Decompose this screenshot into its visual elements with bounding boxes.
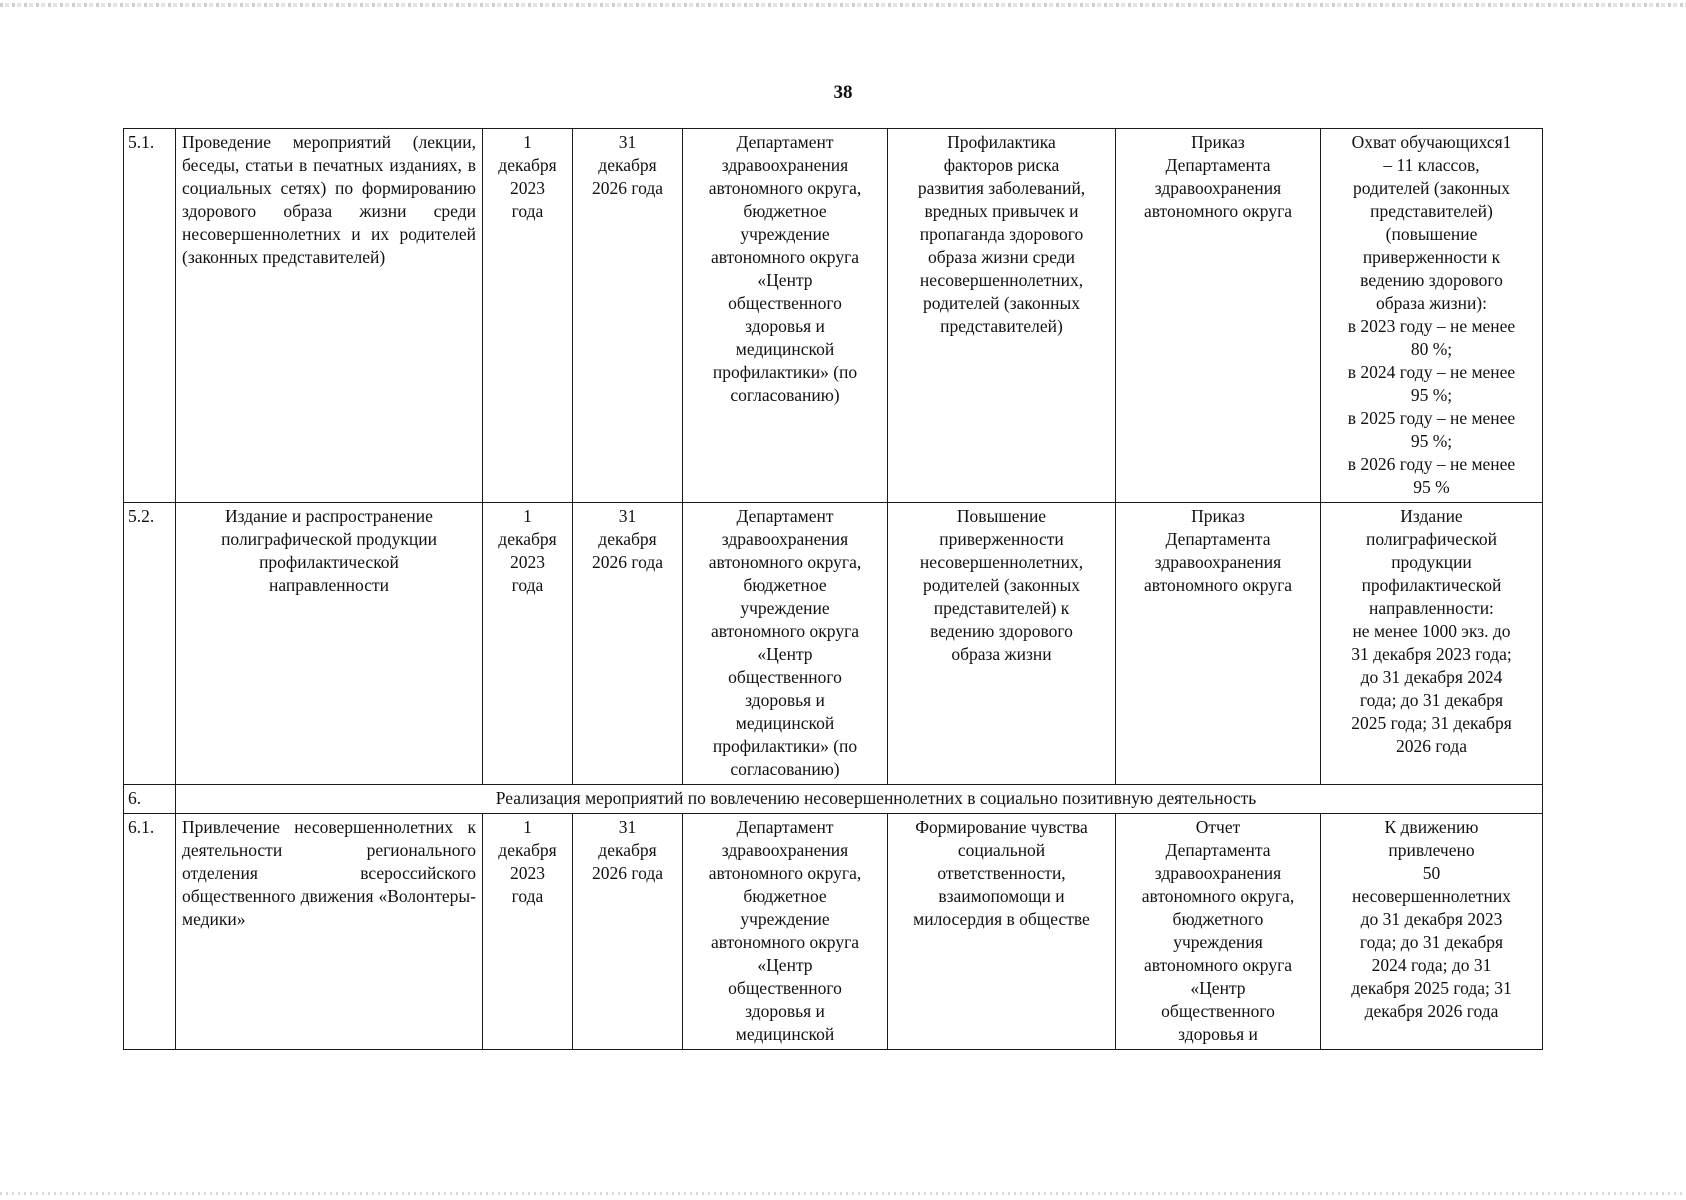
goal-cell: Формирование чувства социальной ответственности, взаимопомощи и милосердия в обществе — [888, 814, 1116, 1050]
activity-cell: Издание и распространение полиграфической продукции профилактической направленности — [176, 503, 483, 785]
responsible-cell: Департамент здравоохранения автономного округа, бюджетное учреждение автономного округа «Центр общественного здоровья и медицинской профилактики» (по согласованию) — [683, 129, 888, 503]
end-date-cell: 31 декабря 2026 года — [573, 814, 683, 1050]
goal-cell: Профилактика факторов риска развития заболеваний, вредных привычек и пропаганда здорового образа жизни среди несовершеннолетних, родителей (законных представителей) — [888, 129, 1116, 503]
result-cell: К движению привлечено 50 несовершеннолетних до 31 декабря 2023 года; до 31 декабря 2024 года; до 31 декабря 2025 года; 31 декабря 2026 года — [1321, 814, 1543, 1050]
start-date-cell: 1 декабря 2023 года — [483, 129, 573, 503]
table-row — [124, 129, 1543, 503]
section-number: 6. — [124, 785, 176, 814]
start-date-cell: 1 декабря 2023 года — [483, 503, 573, 785]
document-cell: Отчет Департамента здравоохранения автономного округа, бюджетного учреждения автономного округа «Центр общественного здоровья и — [1116, 814, 1321, 1050]
table-row — [124, 503, 1543, 785]
responsible-cell: Департамент здравоохранения автономного округа, бюджетное учреждение автономного округа «Центр общественного здоровья и медицинской — [683, 814, 888, 1050]
end-date-cell: 31 декабря 2026 года — [573, 129, 683, 503]
responsible-cell: Департамент здравоохранения автономного округа, бюджетное учреждение автономного округа «Центр общественного здоровья и медицинской профилактики» (по согласованию) — [683, 503, 888, 785]
row-number: 6.1. — [124, 814, 176, 1050]
activity-cell: Привлечение несовершеннолетних к деятельности регионального отделения всероссийского общественного движения «Волонтеры-медики» — [176, 814, 483, 1050]
table-row — [124, 814, 1543, 1050]
measures-table — [123, 128, 1543, 1050]
result-cell: Охват обучающихся1 – 11 классов, родителей (законных представителей) (повышение приверженности к ведению здорового образа жизни): в 2023 году – не менее 80 %; в 2024 году – не менее 95 %; в 2025 году – не менее 95 %; в 2026 году – не менее 95 % — [1321, 129, 1543, 503]
start-date-cell: 1 декабря 2023 года — [483, 814, 573, 1050]
row-number: 5.2. — [124, 503, 176, 785]
scan-edge-bottom — [0, 1192, 1686, 1195]
row-number: 5.1. — [124, 129, 176, 503]
section-header-row — [124, 785, 1543, 814]
activity-cell: Проведение мероприятий (лекции, беседы, статьи в печатных изданиях, в социальных сетях) по формированию здорового образа жизни среди несовершеннолетних и их родителей (законных представителей) — [176, 129, 483, 503]
page-number: 38 — [833, 82, 853, 103]
document-cell: Приказ Департамента здравоохранения автономного округа — [1116, 129, 1321, 503]
document-cell: Приказ Департамента здравоохранения автономного округа — [1116, 503, 1321, 785]
section-title: Реализация мероприятий по вовлечению несовершеннолетних в социально позитивную деятельность — [176, 785, 1543, 814]
goal-cell: Повышение приверженности несовершеннолетних, родителей (законных представителей) к ведению здорового образа жизни — [888, 503, 1116, 785]
end-date-cell: 31 декабря 2026 года — [573, 503, 683, 785]
result-cell: Издание полиграфической продукции профилактической направленности: не менее 1000 экз. до 31 декабря 2023 года; до 31 декабря 2024 года; до 31 декабря 2025 года; 31 декабря 2026 года — [1321, 503, 1543, 785]
scan-edge-top — [0, 3, 1686, 7]
